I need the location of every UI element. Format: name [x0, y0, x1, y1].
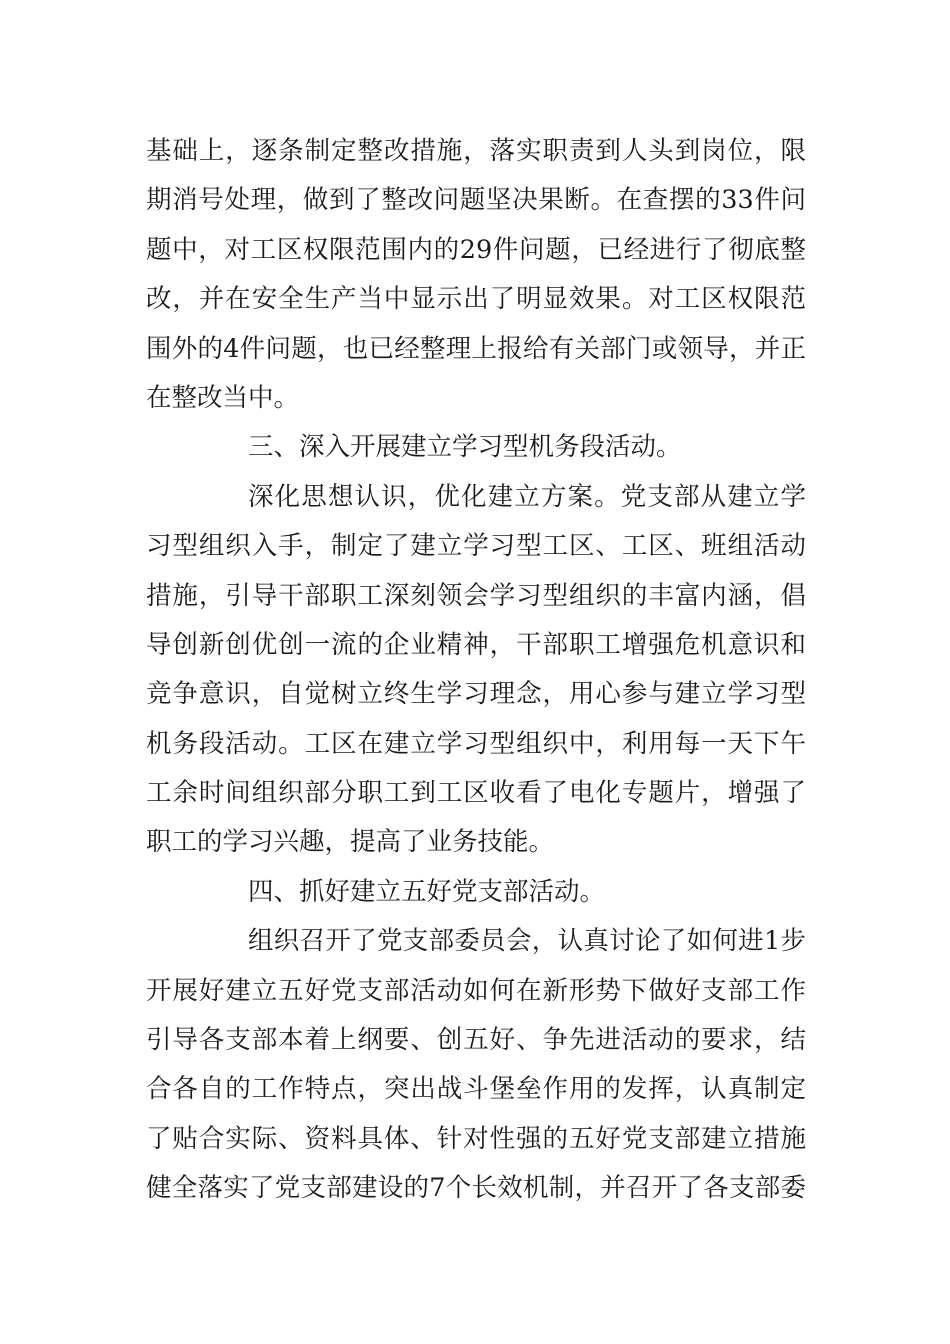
paragraph-line: 开展好建立五好党支部活动如何在新形势下做好支部工作	[146, 975, 806, 1006]
paragraph-line: 题中，对工区权限范围内的29件问题，已经进行了彻底整	[146, 234, 806, 265]
paragraph-line: 工余时间组织部分职工到工区收看了电化专题片，增强了	[146, 778, 806, 809]
body-text	[146, 127, 806, 1214]
paragraph-line: 组织召开了党支部委员会，认真讨论了如何进1步	[248, 926, 806, 957]
paragraph-line: 改，并在安全生产当中显示出了明显效果。对工区权限范	[146, 284, 806, 315]
paragraph-line: 职工的学习兴趣，提高了业务技能。	[146, 827, 555, 858]
paragraph-line: 措施，引导干部职工深刻领会学习型组织的丰富内涵，倡	[146, 580, 806, 611]
paragraph-line: 期消号处理，做到了整改问题坚决果断。在查摆的33件问	[146, 185, 806, 216]
paragraph-line: 合各自的工作特点，突出战斗堡垒作用的发挥，认真制定	[146, 1074, 806, 1105]
paragraph-line: 健全落实了党支部建设的7个长效机制，并召开了各支部委	[146, 1173, 806, 1204]
section-heading: 三、深入开展建立学习型机务段活动。	[248, 432, 682, 463]
paragraph-line: 导创新创优创一流的企业精神，干部职工增强危机意识和	[146, 629, 806, 660]
paragraph-line: 竞争意识，自觉树立终生学习理念，用心参与建立学习型	[146, 679, 806, 710]
paragraph-line: 深化思想认识，优化建立方案。党支部从建立学	[248, 481, 806, 512]
paragraph-line: 在整改当中。	[146, 382, 300, 413]
paragraph-line: 基础上，逐条制定整改措施，落实职责到人头到岗位，限	[146, 136, 806, 166]
paragraph-line: 了贴合实际、资料具体、针对性强的五好党支部建立措施	[146, 1123, 806, 1154]
paragraph-line: 习型组织入手，制定了建立学习型工区、工区、班组活动	[146, 531, 806, 562]
paragraph-line: 引导各支部本着上纲要、创五好、争先进活动的要求，结	[146, 1025, 806, 1056]
section-heading: 四、抓好建立五好党支部活动。	[248, 876, 606, 907]
paragraph-line: 机务段活动。工区在建立学习型组织中，利用每一天下午	[146, 728, 806, 759]
paragraph-line: 围外的4件问题，也已经整理上报给有关部门或领导，并正	[146, 333, 806, 364]
